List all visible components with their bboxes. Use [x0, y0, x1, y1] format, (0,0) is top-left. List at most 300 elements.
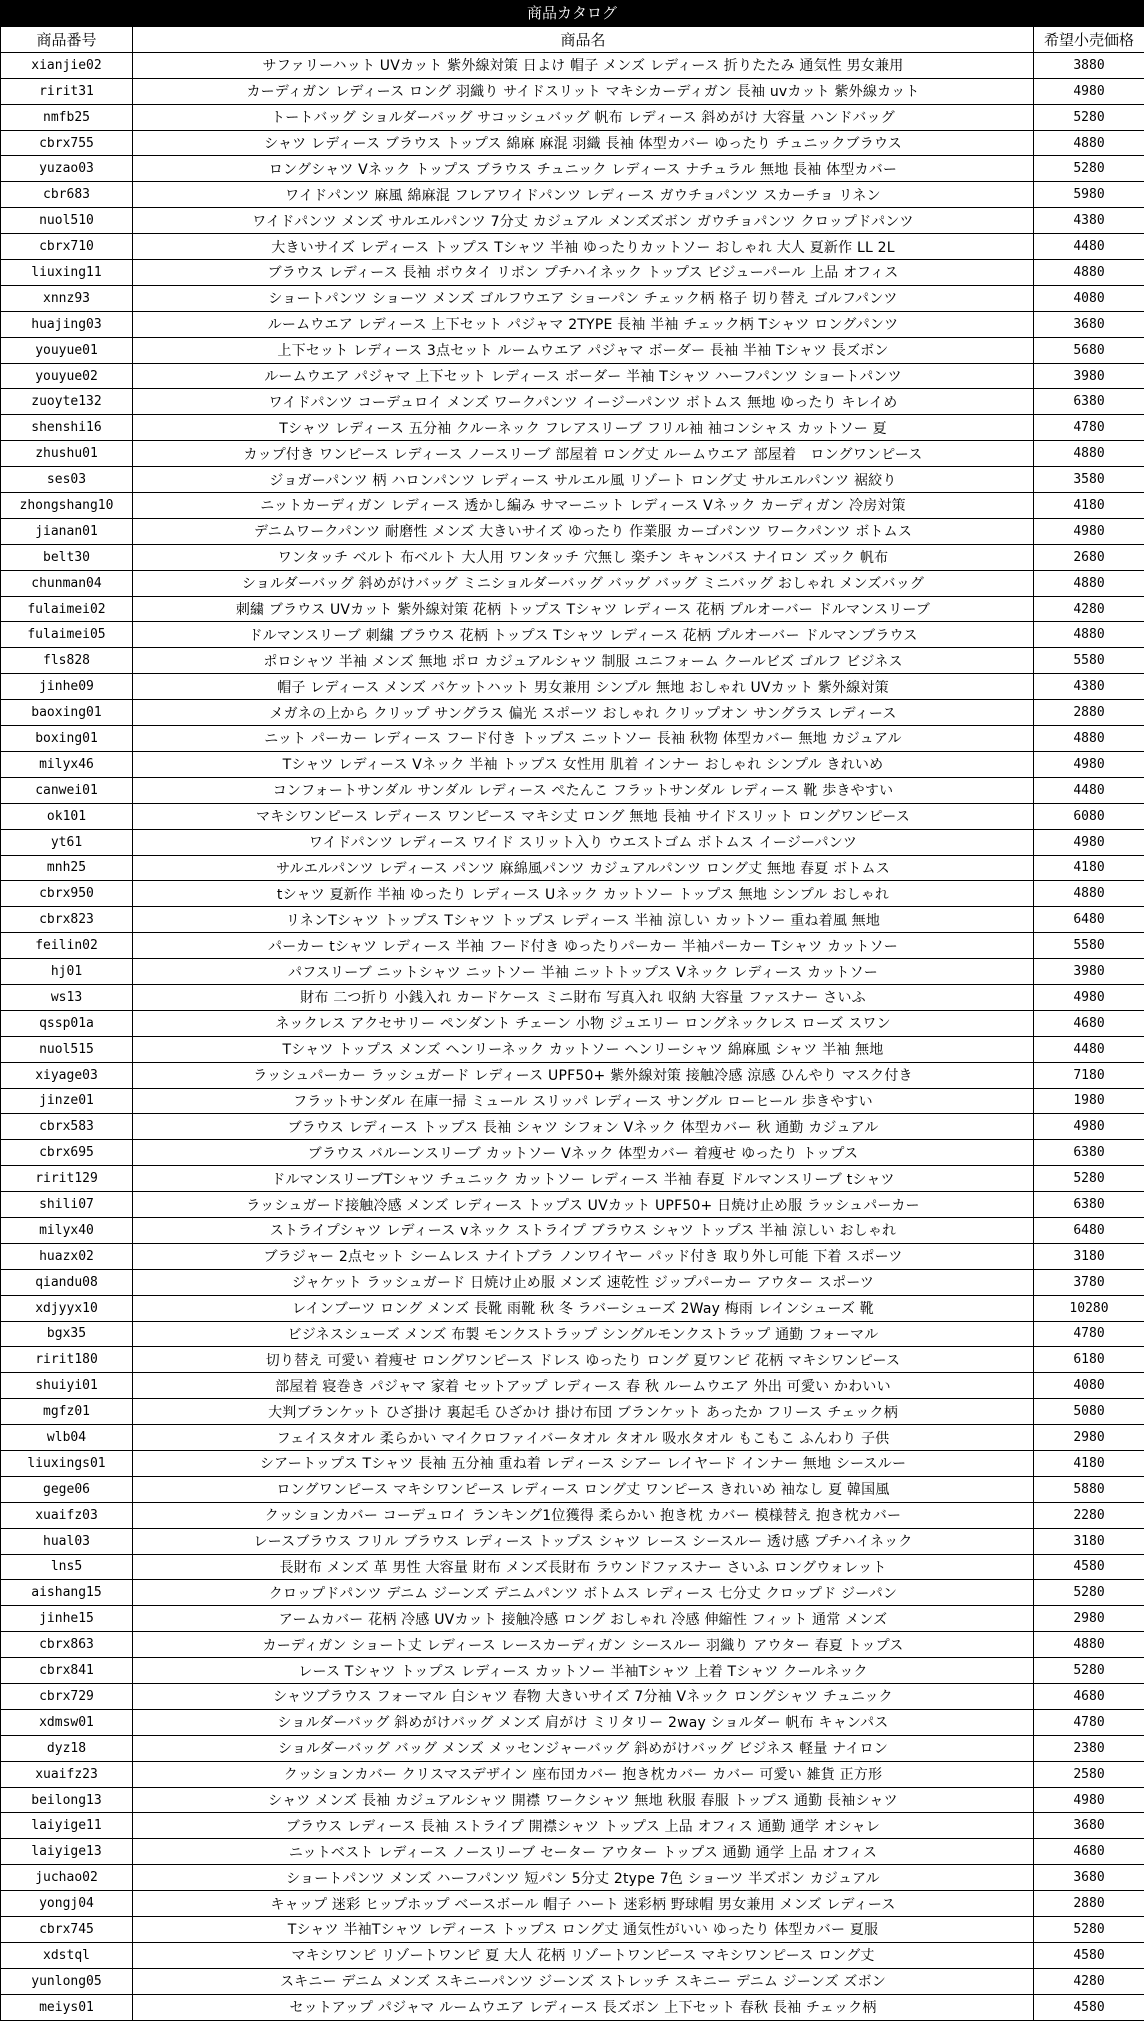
- product-name-cell: ショルダーバッグ 斜めがけバッグ ミニショルダーバッグ バッグ バッグ ミニバッグ おしゃれ メンズバッグ: [133, 570, 1034, 596]
- price-cell: 4380: [1034, 208, 1144, 234]
- price-cell: 2880: [1034, 700, 1144, 726]
- price-cell: 2980: [1034, 1425, 1144, 1451]
- table-row: [1, 1865, 1144, 1891]
- product-code-cell: zhongshang10: [1, 493, 133, 519]
- price-cell: 2280: [1034, 1502, 1144, 1528]
- product-code-cell: yt61: [1, 829, 133, 855]
- product-name-cell: マキシワンピ リゾートワンピ 夏 大人 花柄 リゾートワンピース マキシワンピース ロング丈: [133, 1942, 1034, 1968]
- price-cell: 4980: [1034, 1787, 1144, 1813]
- price-cell: 2580: [1034, 1761, 1144, 1787]
- price-cell: 5080: [1034, 1399, 1144, 1425]
- product-code-cell: cbrx745: [1, 1917, 133, 1943]
- table-row: [1, 1658, 1144, 1684]
- product-name-cell: リネンTシャツ トップス Tシャツ トップス レディース 半袖 涼しい カットソー 重ね着風 無地: [133, 907, 1034, 933]
- price-cell: 5280: [1034, 1917, 1144, 1943]
- price-cell: 4480: [1034, 1036, 1144, 1062]
- table-row: [1, 1554, 1144, 1580]
- product-code-cell: ririt180: [1, 1347, 133, 1373]
- price-cell: 2980: [1034, 1606, 1144, 1632]
- table-row: [1, 1709, 1144, 1735]
- table-row: [1, 881, 1144, 907]
- table-row: [1, 674, 1144, 700]
- price-cell: 4580: [1034, 1942, 1144, 1968]
- product-code-cell: liuxing11: [1, 260, 133, 286]
- price-cell: 4180: [1034, 855, 1144, 881]
- table-row: [1, 1192, 1144, 1218]
- product-code-cell: mgfz01: [1, 1399, 133, 1425]
- price-cell: 5280: [1034, 156, 1144, 182]
- product-code-cell: shuiyi01: [1, 1373, 133, 1399]
- product-name-cell: Tシャツ トップス メンズ ヘンリーネック カットソー ヘンリーシャツ 綿麻風 シャツ 半袖 無地: [133, 1036, 1034, 1062]
- header-row: [1, 27, 1144, 53]
- table-row: [1, 1036, 1144, 1062]
- product-name-cell: ドルマンスリーブ 刺繍 ブラウス 花柄 トップス Tシャツ レディース 花柄 プルオーバー ドルマンブラウス: [133, 622, 1034, 648]
- product-name-cell: メガネの上から クリップ サングラス 偏光 スポーツ おしゃれ クリップオン サングラス レディース: [133, 700, 1034, 726]
- product-name-cell: ワイドパンツ メンズ サルエルパンツ 7分丈 カジュアル メンズズボン ガウチョパンツ クロップドパンツ: [133, 208, 1034, 234]
- table-row: [1, 1632, 1144, 1658]
- product-name-cell: 大きいサイズ レディース トップス Tシャツ 半袖 ゆったりカットソー おしゃれ 大人 夏新作 LL 2L: [133, 234, 1034, 260]
- table-row: [1, 1502, 1144, 1528]
- product-name-cell: コンフォートサンダル サンダル レディース ぺたんこ フラットサンダル レディース 靴 歩きやすい: [133, 777, 1034, 803]
- price-cell: 4980: [1034, 984, 1144, 1010]
- product-code-cell: cbrx863: [1, 1632, 133, 1658]
- product-name-cell: ストライプシャツ レディース vネック ストライプ ブラウス シャツ トップス 半袖 涼しい おしゃれ: [133, 1217, 1034, 1243]
- product-code-cell: jinhe15: [1, 1606, 133, 1632]
- table-row: [1, 1735, 1144, 1761]
- product-code-cell: yongj04: [1, 1891, 133, 1917]
- table-row: [1, 1347, 1144, 1373]
- price-cell: 4880: [1034, 726, 1144, 752]
- price-cell: 4880: [1034, 441, 1144, 467]
- price-cell: 7180: [1034, 1062, 1144, 1088]
- table-row: [1, 130, 1144, 156]
- product-code-cell: gege06: [1, 1476, 133, 1502]
- table-row: [1, 1994, 1144, 2020]
- product-name-cell: ショートパンツ メンズ ハーフパンツ 短パン 5分丈 2type 7色 ショーツ 半ズボン カジュアル: [133, 1865, 1034, 1891]
- product-name-cell: パーカー tシャツ レディース 半袖 フード付き ゆったりパーカー 半袖パーカー Tシャツ カットソー: [133, 933, 1034, 959]
- product-name-cell: マキシワンピース レディース ワンピース マキシ丈 ロング 無地 長袖 サイドスリット ロングワンピース: [133, 803, 1034, 829]
- price-cell: 4280: [1034, 596, 1144, 622]
- table-row: [1, 648, 1144, 674]
- product-code-cell: laiyige11: [1, 1813, 133, 1839]
- product-name-cell: シャツ レディース ブラウス トップス 綿麻 麻混 羽織 長袖 体型カバー ゆったり チュニックブラウス: [133, 130, 1034, 156]
- table-row: [1, 570, 1144, 596]
- table-row: [1, 1968, 1144, 1994]
- product-code-cell: cbrx729: [1, 1684, 133, 1710]
- product-code-cell: cbrx695: [1, 1140, 133, 1166]
- product-name-cell: フラットサンダル 在庫一掃 ミュール スリッパ レディース サングル ローヒール 歩きやすい: [133, 1088, 1034, 1114]
- product-code-cell: ok101: [1, 803, 133, 829]
- product-code-cell: yuzao03: [1, 156, 133, 182]
- table-row: [1, 1476, 1144, 1502]
- price-cell: 4780: [1034, 1709, 1144, 1735]
- price-cell: 4880: [1034, 260, 1144, 286]
- product-name-cell: ニット パーカー レディース フード付き トップス ニットソー 長袖 秋物 体型カバー 無地 カジュアル: [133, 726, 1034, 752]
- product-code-cell: yunlong05: [1, 1968, 133, 1994]
- price-cell: 3180: [1034, 1243, 1144, 1269]
- product-name-cell: シャツ メンズ 長袖 カジュアルシャツ 開襟 ワークシャツ 無地 秋服 春服 トップス 通勤 長袖シャツ: [133, 1787, 1034, 1813]
- table-row: [1, 984, 1144, 1010]
- product-code-cell: shenshi16: [1, 415, 133, 441]
- price-cell: 6480: [1034, 1217, 1144, 1243]
- column-header-name: 商品名: [133, 27, 1034, 53]
- table-row: [1, 1606, 1144, 1632]
- product-code-cell: lns5: [1, 1554, 133, 1580]
- price-cell: 4180: [1034, 1450, 1144, 1476]
- price-cell: 4880: [1034, 881, 1144, 907]
- price-cell: 4480: [1034, 234, 1144, 260]
- price-cell: 4880: [1034, 570, 1144, 596]
- table-row: [1, 208, 1144, 234]
- price-cell: 4180: [1034, 493, 1144, 519]
- product-code-cell: xiyage03: [1, 1062, 133, 1088]
- product-code-cell: dyz18: [1, 1735, 133, 1761]
- product-name-cell: レース Tシャツ トップス レディース カットソー 半袖Tシャツ 上着 Tシャツ クールネック: [133, 1658, 1034, 1684]
- table-row: [1, 1891, 1144, 1917]
- product-code-cell: ws13: [1, 984, 133, 1010]
- product-code-cell: wlb04: [1, 1425, 133, 1451]
- catalog-title: 商品カタログ: [0, 0, 1144, 26]
- product-code-cell: zhushu01: [1, 441, 133, 467]
- product-name-cell: 上下セット レディース 3点セット ルームウエア パジャマ ボーダー 長袖 半袖 Tシャツ 長ズボン: [133, 337, 1034, 363]
- product-name-cell: スキニー デニム メンズ スキニーパンツ ジーンズ ストレッチ スキニー デニム ジーンズ ズボン: [133, 1968, 1034, 1994]
- price-cell: 5280: [1034, 1580, 1144, 1606]
- table-row: [1, 1450, 1144, 1476]
- product-name-cell: Tシャツ レディース 五分袖 クルーネック フレアスリーブ フリル袖 袖コンシャス カットソー 夏: [133, 415, 1034, 441]
- product-code-cell: nuol515: [1, 1036, 133, 1062]
- table-row: [1, 389, 1144, 415]
- product-code-cell: jinhe09: [1, 674, 133, 700]
- product-name-cell: ショルダーバッグ 斜めがけバッグ メンズ 肩がけ ミリタリー 2way ショルダー 帆布 キャンパス: [133, 1709, 1034, 1735]
- product-code-cell: cbrx710: [1, 234, 133, 260]
- product-name-cell: シアートップス Tシャツ 長袖 五分袖 重ね着 レディース シアー レイヤード インナー 無地 シースルー: [133, 1450, 1034, 1476]
- price-cell: 4080: [1034, 285, 1144, 311]
- product-code-cell: ririt31: [1, 78, 133, 104]
- table-row: [1, 1217, 1144, 1243]
- product-name-cell: ジョガーパンツ 柄 ハロンパンツ レディース サルエル風 リゾート ロング丈 サルエルパンツ 裾絞り: [133, 467, 1034, 493]
- price-cell: 5280: [1034, 104, 1144, 130]
- product-name-cell: クロップドパンツ デニム ジーンズ デニムパンツ ボトムス レディース 七分丈 クロップド ジーパン: [133, 1580, 1034, 1606]
- product-code-cell: qiandu08: [1, 1269, 133, 1295]
- product-name-cell: 切り替え 可愛い 着痩せ ロングワンピース ドレス ゆったり ロング 夏ワンピ 花柄 マキシワンピース: [133, 1347, 1034, 1373]
- product-code-cell: xdstql: [1, 1942, 133, 1968]
- product-name-cell: カップ付き ワンピース レディース ノースリーブ 部屋着 ロング丈 ルームウエア 部屋着 ロングワンピース: [133, 441, 1034, 467]
- price-cell: 4280: [1034, 1968, 1144, 1994]
- price-cell: 4980: [1034, 751, 1144, 777]
- price-cell: 4680: [1034, 1010, 1144, 1036]
- product-name-cell: Tシャツ 半袖Tシャツ レディース トップス ロング丈 通気性がいい ゆったり 体型カバー 夏服: [133, 1917, 1034, 1943]
- table-row: [1, 1761, 1144, 1787]
- column-header-code: 商品番号: [1, 27, 133, 53]
- table-row: [1, 1166, 1144, 1192]
- table-row: [1, 829, 1144, 855]
- product-name-cell: ワイドパンツ レディース ワイド スリット入り ウエストゴム ボトムス イージーパンツ: [133, 829, 1034, 855]
- product-code-cell: canwei01: [1, 777, 133, 803]
- product-code-cell: milyx40: [1, 1217, 133, 1243]
- product-name-cell: 部屋着 寝巻き パジャマ 家着 セットアップ レディース 春 秋 ルームウエア 外出 可愛い かわいい: [133, 1373, 1034, 1399]
- price-cell: 5280: [1034, 1658, 1144, 1684]
- product-code-cell: ririt129: [1, 1166, 133, 1192]
- product-name-cell: ニットベスト レディース ノースリーブ セーター アウター トップス 通勤 通学 上品 オフィス: [133, 1839, 1034, 1865]
- price-cell: 4880: [1034, 622, 1144, 648]
- price-cell: 2380: [1034, 1735, 1144, 1761]
- product-code-cell: youyue01: [1, 337, 133, 363]
- table-row: [1, 596, 1144, 622]
- product-name-cell: ラッシュパーカー ラッシュガード レディース UPF50+ 紫外線対策 接触冷感 涼感 ひんやり マスク付き: [133, 1062, 1034, 1088]
- price-cell: 6480: [1034, 907, 1144, 933]
- product-code-cell: aishang15: [1, 1580, 133, 1606]
- price-cell: 4680: [1034, 1684, 1144, 1710]
- table-row: [1, 1140, 1144, 1166]
- product-code-cell: xdjyyx10: [1, 1295, 133, 1321]
- price-cell: 4980: [1034, 78, 1144, 104]
- product-name-cell: アームカバー 花柄 冷感 UVカット 接触冷感 ロング おしゃれ 冷感 伸縮性 フィット 通常 メンズ: [133, 1606, 1034, 1632]
- table-row: [1, 1243, 1144, 1269]
- table-row: [1, 52, 1144, 78]
- product-code-cell: xdmsw01: [1, 1709, 133, 1735]
- product-name-cell: ネックレス アクセサリー ペンダント チェーン 小物 ジュエリー ロングネックレス ローズ スワン: [133, 1010, 1034, 1036]
- product-name-cell: ブラウス レディース 長袖 ストライプ 開襟シャツ トップス 上品 オフィス 通勤 通学 オシャレ: [133, 1813, 1034, 1839]
- price-cell: 1980: [1034, 1088, 1144, 1114]
- product-name-cell: トートバッグ ショルダーバッグ サコッシュバッグ 帆布 レディース 斜めがけ 大容量 ハンドバッグ: [133, 104, 1034, 130]
- product-name-cell: キャップ 迷彩 ヒップホップ ベースボール 帽子 ハート 迷彩柄 野球帽 男女兼用 メンズ レディース: [133, 1891, 1034, 1917]
- product-code-cell: meiys01: [1, 1994, 133, 2020]
- product-code-cell: jianan01: [1, 518, 133, 544]
- price-cell: 5280: [1034, 1166, 1144, 1192]
- table-row: [1, 777, 1144, 803]
- product-code-cell: fls828: [1, 648, 133, 674]
- product-name-cell: サファリーハット UVカット 紫外線対策 日よけ 帽子 メンズ レディース 折りたたみ 通気性 男女兼用: [133, 52, 1034, 78]
- table-row: [1, 1942, 1144, 1968]
- product-name-cell: 帽子 レディース メンズ バケットハット 男女兼用 シンプル 無地 おしゃれ UVカット 紫外線対策: [133, 674, 1034, 700]
- column-header-price: 希望小売価格: [1034, 27, 1144, 53]
- table-row: [1, 959, 1144, 985]
- product-name-cell: ブラウス バルーンスリーブ カットソー Vネック 体型カバー 着痩せ ゆったり トップス: [133, 1140, 1034, 1166]
- product-name-cell: ロングワンピース マキシワンピース レディース ロング丈 ワンピース きれいめ 袖なし 夏 韓国風: [133, 1476, 1034, 1502]
- table-row: [1, 1399, 1144, 1425]
- product-code-cell: jinze01: [1, 1088, 133, 1114]
- price-cell: 4880: [1034, 130, 1144, 156]
- product-name-cell: ワンタッチ ベルト 布ベルト 大人用 ワンタッチ 穴無し 楽チン キャンバス ナイロン ズック 帆布: [133, 544, 1034, 570]
- product-name-cell: 長財布 メンズ 革 男性 大容量 財布 メンズ長財布 ラウンドファスナー さいふ ロングウォレット: [133, 1554, 1034, 1580]
- product-code-cell: qssp01a: [1, 1010, 133, 1036]
- price-cell: 4080: [1034, 1373, 1144, 1399]
- table-row: [1, 1062, 1144, 1088]
- table-row: [1, 726, 1144, 752]
- product-name-cell: ニットカーディガン レディース 透かし編み サマーニット レディース Vネック カーディガン 冷房対策: [133, 493, 1034, 519]
- table-row: [1, 104, 1144, 130]
- product-code-cell: milyx46: [1, 751, 133, 777]
- price-cell: 6380: [1034, 1140, 1144, 1166]
- table-row: [1, 1528, 1144, 1554]
- product-code-cell: nmfb25: [1, 104, 133, 130]
- table-row: [1, 933, 1144, 959]
- price-cell: 6080: [1034, 803, 1144, 829]
- table-row: [1, 1010, 1144, 1036]
- product-code-cell: laiyige13: [1, 1839, 133, 1865]
- product-name-cell: ジャケット ラッシュガード 日焼け止め服 メンズ 速乾性 ジップパーカー アウター スポーツ: [133, 1269, 1034, 1295]
- product-code-cell: beilong13: [1, 1787, 133, 1813]
- table-row: [1, 234, 1144, 260]
- product-name-cell: ショートパンツ ショーツ メンズ ゴルフウエア ショーパン チェック柄 格子 切り替え ゴルフパンツ: [133, 285, 1034, 311]
- product-code-cell: hj01: [1, 959, 133, 985]
- product-code-cell: chunman04: [1, 570, 133, 596]
- table-row: [1, 1088, 1144, 1114]
- product-name-cell: サルエルパンツ レディース パンツ 麻綿風パンツ カジュアルパンツ ロング丈 無地 春夏 ボトムス: [133, 855, 1034, 881]
- table-row: [1, 907, 1144, 933]
- table-row: [1, 700, 1144, 726]
- table-row: [1, 751, 1144, 777]
- price-cell: 6180: [1034, 1347, 1144, 1373]
- price-cell: 4780: [1034, 415, 1144, 441]
- product-name-cell: デニムワークパンツ 耐磨性 メンズ 大きいサイズ ゆったり 作業服 カーゴパンツ ワークパンツ ボトムス: [133, 518, 1034, 544]
- table-row: [1, 441, 1144, 467]
- product-code-cell: bgx35: [1, 1321, 133, 1347]
- price-cell: 4580: [1034, 1554, 1144, 1580]
- product-code-cell: xuaifz23: [1, 1761, 133, 1787]
- price-cell: 5980: [1034, 182, 1144, 208]
- price-cell: 10280: [1034, 1295, 1144, 1321]
- table-row: [1, 285, 1144, 311]
- product-name-cell: 財布 二つ折り 小銭入れ カードケース ミニ財布 写真入れ 収納 大容量 ファスナー さいふ: [133, 984, 1034, 1010]
- price-cell: 3180: [1034, 1528, 1144, 1554]
- product-name-cell: ポロシャツ 半袖 メンズ 無地 ポロ カジュアルシャツ 制服 ユニフォーム クールビズ ゴルフ ビジネス: [133, 648, 1034, 674]
- product-code-cell: fulaimei02: [1, 596, 133, 622]
- table-row: [1, 1839, 1144, 1865]
- product-code-cell: mnh25: [1, 855, 133, 881]
- table-row: [1, 1787, 1144, 1813]
- price-cell: 6380: [1034, 1192, 1144, 1218]
- table-row: [1, 337, 1144, 363]
- table-row: [1, 1684, 1144, 1710]
- product-name-cell: カーディガン ショート丈 レディース レースカーディガン シースルー 羽織り アウター 春夏 トップス: [133, 1632, 1034, 1658]
- price-cell: 3980: [1034, 959, 1144, 985]
- product-code-cell: huajing03: [1, 311, 133, 337]
- table-row: [1, 1917, 1144, 1943]
- price-cell: 4880: [1034, 1632, 1144, 1658]
- table-row: [1, 1269, 1144, 1295]
- table-row: [1, 1425, 1144, 1451]
- price-cell: 4980: [1034, 518, 1144, 544]
- product-name-cell: クッションカバー クリスマスデザイン 座布団カバー 抱き枕カバー カバー 可愛い 雑貨 正方形: [133, 1761, 1034, 1787]
- price-cell: 3780: [1034, 1269, 1144, 1295]
- product-name-cell: ラッシュガード接触冷感 メンズ レディース トップス UVカット UPF50+ 日焼け止め服 ラッシュパーカー: [133, 1192, 1034, 1218]
- product-code-cell: xianjie02: [1, 52, 133, 78]
- product-name-cell: フェイスタオル 柔らかい マイクロファイバータオル タオル 吸水タオル もこもこ ふんわり 子供: [133, 1425, 1034, 1451]
- table-row: [1, 544, 1144, 570]
- price-cell: 3880: [1034, 52, 1144, 78]
- product-code-cell: juchao02: [1, 1865, 133, 1891]
- price-cell: 4980: [1034, 1114, 1144, 1140]
- product-name-cell: 大判ブランケット ひざ掛け 裏起毛 ひざかけ 掛け布団 ブランケット あったか フリース チェック柄: [133, 1399, 1034, 1425]
- price-cell: 4680: [1034, 1839, 1144, 1865]
- product-code-cell: cbrx755: [1, 130, 133, 156]
- product-code-cell: xnnz93: [1, 285, 133, 311]
- table-row: [1, 1813, 1144, 1839]
- product-code-cell: liuxings01: [1, 1450, 133, 1476]
- product-code-cell: zuoyte132: [1, 389, 133, 415]
- product-code-cell: youyue02: [1, 363, 133, 389]
- product-name-cell: ショルダーバッグ バッグ メンズ メッセンジャーバッグ 斜めがけバッグ ビジネス 軽量 ナイロン: [133, 1735, 1034, 1761]
- table-row: [1, 518, 1144, 544]
- product-name-cell: レインブーツ ロング メンズ 長靴 雨靴 秋 冬 ラバーシューズ 2Way 梅雨 レインシューズ 靴: [133, 1295, 1034, 1321]
- product-name-cell: ワイドパンツ コーデュロイ メンズ ワークパンツ イージーパンツ ボトムス 無地 ゆったり キレイめ: [133, 389, 1034, 415]
- product-code-cell: cbr683: [1, 182, 133, 208]
- price-cell: 3680: [1034, 1865, 1144, 1891]
- price-cell: 4480: [1034, 777, 1144, 803]
- table-row: [1, 1373, 1144, 1399]
- catalog-table: [0, 26, 1144, 2021]
- price-cell: 5580: [1034, 933, 1144, 959]
- product-name-cell: ドルマンスリーブTシャツ チュニック カットソー レディース 半袖 春夏 ドルマンスリーブ tシャツ: [133, 1166, 1034, 1192]
- product-name-cell: シャツブラウス フォーマル 白シャツ 春物 大きいサイズ 7分袖 Vネック ロングシャツ チュニック: [133, 1684, 1034, 1710]
- price-cell: 5580: [1034, 648, 1144, 674]
- product-code-cell: hual03: [1, 1528, 133, 1554]
- product-name-cell: ビジネスシューズ メンズ 布製 モンクストラップ シングルモンクストラップ 通勤 フォーマル: [133, 1321, 1034, 1347]
- price-cell: 3680: [1034, 1813, 1144, 1839]
- price-cell: 3980: [1034, 363, 1144, 389]
- table-row: [1, 1295, 1144, 1321]
- table-row: [1, 1114, 1144, 1140]
- product-code-cell: shili07: [1, 1192, 133, 1218]
- table-row: [1, 803, 1144, 829]
- product-code-cell: ses03: [1, 467, 133, 493]
- product-name-cell: パフスリーブ ニットシャツ ニットソー 半袖 ニットトップス Vネック レディース カットソー: [133, 959, 1034, 985]
- product-code-cell: cbrx950: [1, 881, 133, 907]
- product-name-cell: ワイドパンツ 麻風 綿麻混 フレアワイドパンツ レディース ガウチョパンツ スカーチョ リネン: [133, 182, 1034, 208]
- product-name-cell: ロングシャツ Vネック トップス ブラウス チュニック レディース ナチュラル 無地 長袖 体型カバー: [133, 156, 1034, 182]
- table-row: [1, 363, 1144, 389]
- price-cell: 2680: [1034, 544, 1144, 570]
- product-code-cell: cbrx841: [1, 1658, 133, 1684]
- table-row: [1, 1580, 1144, 1606]
- product-name-cell: カーディガン レディース ロング 羽織り サイドスリット マキシカーディガン 長袖 uvカット 紫外線カット: [133, 78, 1034, 104]
- product-name-cell: ブラジャー 2点セット シームレス ナイトブラ ノンワイヤー パッド付き 取り外し可能 下着 スポーツ: [133, 1243, 1034, 1269]
- product-name-cell: ブラウス レディース トップス 長袖 シャツ シフォン Vネック 体型カバー 秋 通勤 カジュアル: [133, 1114, 1034, 1140]
- product-code-cell: belt30: [1, 544, 133, 570]
- table-row: [1, 855, 1144, 881]
- product-name-cell: クッションカバー コーデュロイ ランキング1位獲得 柔らかい 抱き枕 カバー 模様替え 抱き枕カバー: [133, 1502, 1034, 1528]
- table-row: [1, 1321, 1144, 1347]
- table-row: [1, 156, 1144, 182]
- product-code-cell: boxing01: [1, 726, 133, 752]
- product-code-cell: baoxing01: [1, 700, 133, 726]
- product-name-cell: セットアップ パジャマ ルームウエア レディース 長ズボン 上下セット 春秋 長袖 チェック柄: [133, 1994, 1034, 2020]
- table-row: [1, 260, 1144, 286]
- product-name-cell: Tシャツ レディース Vネック 半袖 トップス 女性用 肌着 インナー おしゃれ シンプル きれいめ: [133, 751, 1034, 777]
- product-code-cell: cbrx583: [1, 1114, 133, 1140]
- product-code-cell: cbrx823: [1, 907, 133, 933]
- product-code-cell: huazx02: [1, 1243, 133, 1269]
- table-row: [1, 182, 1144, 208]
- product-name-cell: 刺繍 ブラウス UVカット 紫外線対策 花柄 トップス Tシャツ レディース 花柄 プルオーバー ドルマンスリーブ: [133, 596, 1034, 622]
- product-name-cell: tシャツ 夏新作 半袖 ゆったり レディース Uネック カットソー トップス 無地 シンプル おしゃれ: [133, 881, 1034, 907]
- price-cell: 3580: [1034, 467, 1144, 493]
- price-cell: 4780: [1034, 1321, 1144, 1347]
- product-code-cell: xuaifz03: [1, 1502, 133, 1528]
- table-row: [1, 415, 1144, 441]
- product-name-cell: ブラウス レディース 長袖 ボウタイ リボン プチハイネック トップス ビジューパール 上品 オフィス: [133, 260, 1034, 286]
- price-cell: 5680: [1034, 337, 1144, 363]
- table-row: [1, 622, 1144, 648]
- price-cell: 4580: [1034, 1994, 1144, 2020]
- table-row: [1, 78, 1144, 104]
- table-row: [1, 311, 1144, 337]
- price-cell: 4980: [1034, 829, 1144, 855]
- product-code-cell: feilin02: [1, 933, 133, 959]
- price-cell: 3680: [1034, 311, 1144, 337]
- product-code-cell: fulaimei05: [1, 622, 133, 648]
